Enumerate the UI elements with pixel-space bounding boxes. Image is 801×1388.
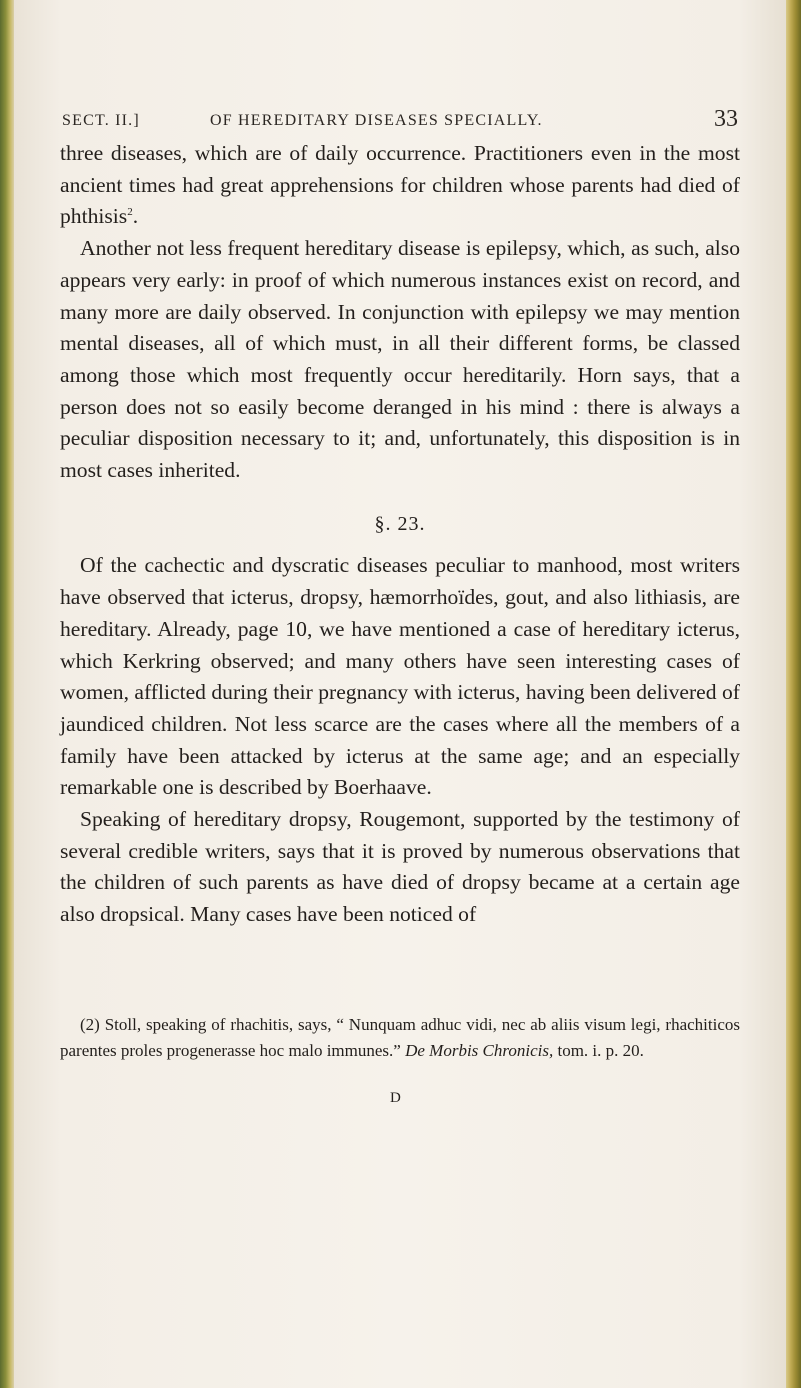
paragraph-1 (60, 138, 740, 233)
header-section: SECT. II.] (62, 112, 140, 129)
signature-mark: D (390, 1090, 402, 1106)
section-heading: §. 23. (374, 512, 426, 535)
footnote-text: Stoll, speaking of rhachitis, says, “ Nunquam adhuc vidi, nec ab aliis visum legi, rhachiticos parentes proles progenerasse hoc malo immunes.” (60, 1015, 741, 1060)
paragraph-3: Of the cachectic and dyscratic diseases peculiar to manhood, most writers have observed that icterus, dropsy, hæmorrhoïdes, gout, and also lithiasis, are hereditary. Already, page 10, we have mentioned a case of hereditary icterus, which Kerkring observed; and many others have seen interesting cases of women, afflicted during their pregnancy with icterus, having been delivered of jaundiced children. Not less scarce are the cases where all the members of a family have been attacked by icterus at the same age; and an especially remarkable one is described by Boerhaave. (60, 553, 740, 800)
main-text (60, 138, 740, 931)
book-edge-left (0, 0, 14, 1388)
paragraph-1-end: . (132, 204, 139, 229)
paragraph-4: Speaking of hereditary dropsy, Rougemont, supported by the testimony of several credible writers, says that it is proved by numerous observations that the children of such parents as have died of dropsy became at a certain age also dropsical. Many cases have been noticed of (60, 807, 740, 927)
footnote-citation-rest: tom. i. p. 20. (553, 1040, 644, 1060)
paragraph-1-text: three diseases, which are of daily occurrence. Practitioners even in the most ancient times had great apprehensions for children whose parents had died of phthisis (60, 141, 740, 229)
footnote-text-block (60, 1012, 740, 1063)
running-header (62, 108, 738, 138)
header-title: OF HEREDITARY DISEASES SPECIALLY. (210, 112, 543, 129)
footnote-marker: (2) (80, 1015, 100, 1034)
paragraph-2: Another not less frequent hereditary disease is epilepsy, which, as such, also appears very early: in proof of which numerous instances exist on record, and many more are daily observed. In conjunction with epilepsy we may mention mental diseases, all of which must, in all their different forms, be classed among those which most frequently occur hereditarily. Horn says, that a person does not so easily become deranged in his mind : there is always a peculiar disposition necessary to it; and, unfortunately, this disposition is in most cases inherited. (60, 236, 740, 483)
footnote-citation-title: De Morbis Chronicis, (405, 1040, 554, 1060)
page-number: 33 (714, 106, 738, 132)
footnote-reference: 2 (127, 206, 133, 219)
book-edge-right (786, 0, 801, 1388)
footnote (60, 1012, 740, 1063)
